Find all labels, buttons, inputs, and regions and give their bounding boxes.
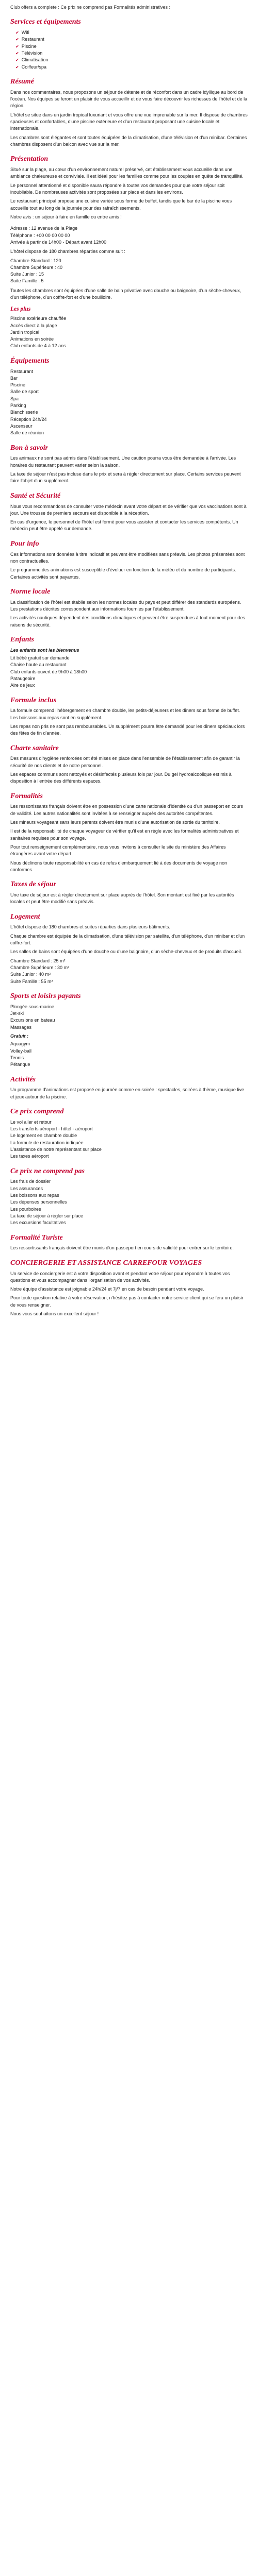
enfants-title: Enfants xyxy=(10,635,34,643)
sports-free-line: Tennis xyxy=(10,1055,24,1060)
sports-line: Excursions en bateau xyxy=(10,1018,55,1023)
logement-paragraph: Les salles de bains sont équipées d'une douche ou d'une baignoire, d'un sèche-cheveux et de produits d'accueil. xyxy=(10,949,243,955)
sports-title: Sports et loisirs payants xyxy=(10,992,81,1000)
logement-title: Logement xyxy=(10,912,40,921)
logement-paragraph: Chaque chambre est équipée de la climatisation, d'une télévision par satellite, d'un téléphone, d'un minibar et d'un coffre-fort. xyxy=(10,933,245,946)
enfants-subtitle: Les enfants sont les bienvenus xyxy=(10,647,79,653)
service-item: ✔ Télévision xyxy=(15,50,248,57)
taxes-title: Taxes de séjour xyxy=(10,880,56,889)
prix-comprend-title: Ce prix comprend xyxy=(10,1107,64,1115)
activites-title: Activités xyxy=(10,1075,36,1083)
equipement-line: Ascenseur xyxy=(10,423,33,429)
formalite-turiste-title: Formalité Turiste xyxy=(10,1233,63,1242)
conciergerie-paragraph: Nous vous souhaitons un excellent séjour ! xyxy=(10,1311,99,1317)
presentation-paragraph: Situé sur la plage, au cœur d'un environnement naturel préservé, cet établissement vous accueille dans une ambiance chaleureuse et conviviale. Il est idéal pour les familles comme pour les couples en quête de tranquillité. xyxy=(10,167,244,179)
enfants-line: Club enfants ouvert de 9h00 à 18h00 xyxy=(10,669,87,674)
logement-line: Chambre Standard : 25 m² xyxy=(10,958,66,963)
sports-line: Plongée sous-marine xyxy=(10,1004,55,1009)
formalites-paragraph: Les ressortissants français doivent être en possession d'une carte nationale d'identité ou d'un passeport en cours de validité. Les autres nationalités sont invitées à se renseigner auprès des autorités compétentes. xyxy=(10,804,243,816)
resume-title: Résumé xyxy=(10,77,34,86)
conciergerie-paragraph: Notre équipe d'assistance est joignable 24h/24 et 7j/7 en cas de besoin pendant votre voyage. xyxy=(10,1286,204,1292)
facility-line: Piscine extérieure chauffée xyxy=(10,316,67,321)
prix-comprend-line: Le logement en chambre double xyxy=(10,1133,77,1139)
room-line: Chambre Standard : 120 xyxy=(10,258,61,263)
logement-intro: L'hôtel dispose de 180 chambres et suites réparties dans plusieurs bâtiments. xyxy=(10,924,170,930)
contact-line: Téléphone : +00 00 00 00 00 xyxy=(10,232,70,238)
service-item: ✔ Piscine xyxy=(15,43,248,50)
presentation-paragraph: Le restaurant principal propose une cuisine variée sous forme de buffet, tandis que le bar de la piscine vous accueille tout au long de la journée pour des rafraîchissements. xyxy=(10,198,232,211)
equipement-line: Salle de sport xyxy=(10,389,39,395)
pour-info-paragraph: Le programme des animations est susceptible d'évoluer en fonction de la météo et du nombre de participants. Certaines activités sont payantes. xyxy=(10,567,236,580)
equipement-line: Restaurant xyxy=(10,368,34,374)
formalites-paragraph: Nous déclinons toute responsabilité en cas de refus d'embarquement lié à des documents de voyage non conformes. xyxy=(10,860,227,872)
service-item: ✔ Climatisation xyxy=(15,57,248,63)
room-line: Chambre Supérieure : 40 xyxy=(10,264,63,270)
equipement-line: Blanchisserie xyxy=(10,410,38,415)
room-line: Suite Junior : 15 xyxy=(10,272,44,277)
presentation-tagline: Notre avis : un séjour à faire en famille ou entre amis ! xyxy=(10,214,122,219)
norme-paragraph: La classification de l'hôtel est établie selon les normes locales du pays et peut différer des standards européens. Les prestations décrites correspondent aux informations fournies par l'établissement. xyxy=(10,599,241,612)
facility-line: Club enfants de 4 à 12 ans xyxy=(10,343,66,349)
charte-title: Charte sanitaire xyxy=(10,744,59,752)
enfants-line: Chaise haute au restaurant xyxy=(10,662,67,668)
conciergerie-title: CONCIERGERIE ET ASSISTANCE CARREFOUR VOYAGES xyxy=(10,1259,202,1267)
resume-paragraph: Dans nos commentaires, nous proposons un séjour de détente et de réconfort dans un cadre idyllique au bord de l'océan. Nos équipes se feront un plaisir de vous accueillir et de vous faire découvrir les richesses de l'hôtel et de la région. xyxy=(10,89,248,109)
presentation-title: Présentation xyxy=(10,155,49,163)
formalite-turiste-paragraph: Les ressortissants français doivent être munis d'un passeport en cours de validité pour entrer sur le territoire. xyxy=(10,1245,234,1251)
facility-line: Jardin tropical xyxy=(10,329,40,335)
prix-non-comprend-line: La taxe de séjour à régler sur place xyxy=(10,1213,84,1219)
prix-non-comprend-line: Les pourboires xyxy=(10,1206,41,1212)
equipement-line: Salle de réunion xyxy=(10,430,44,436)
facility-line: Animations en soirée xyxy=(10,336,54,342)
enfants-line: Lit bébé gratuit sur demande xyxy=(10,655,70,660)
sante-title: Santé et Sécurité xyxy=(10,492,61,500)
prix-non-comprend-line: Les assurances xyxy=(10,1185,43,1191)
intro-text: Club offers a complete : Ce prix ne comprend pas Formalités administratives : xyxy=(10,5,170,10)
bon-a-savoir-paragraph: Les animaux ne sont pas admis dans l'établissement. Une caution pourra vous être demandée à l'arrivée. Les horaires du restaurant peuvent varier selon la saison. xyxy=(10,455,236,468)
charte-paragraph: Des mesures d'hygiène renforcées ont été mises en place dans l'ensemble de l'établissement afin de garantir la sécurité de nos clients et de notre personnel. xyxy=(10,756,240,768)
pour-info-title: Pour info xyxy=(10,539,39,548)
sports-line: Massages xyxy=(10,1024,32,1030)
service-item: ✔ Restaurant xyxy=(15,36,248,43)
formalites-title: Formalités xyxy=(10,792,43,800)
prix-comprend-line: Le vol aller et retour xyxy=(10,1119,52,1125)
pour-info-paragraph: Ces informations sont données à titre indicatif et peuvent être modifiées sans préavis. Les photos présentées sont non contractuelles. xyxy=(10,551,245,564)
room-line: Suite Famille : 5 xyxy=(10,278,44,284)
taxes-paragraph: Une taxe de séjour est à régler directement sur place auprès de l'hôtel. Son montant est fixé par les autorités locales et peut être modifié sans préavis. xyxy=(10,892,234,905)
contact-line: Arrivée à partir de 14h00 - Départ avant 12h00 xyxy=(10,239,107,245)
prix-non-comprend-title: Ce prix ne comprend pas xyxy=(10,1167,85,1175)
enfants-line: Aire de jeux xyxy=(10,683,35,688)
prix-non-comprend-line: Les excursions facultatives xyxy=(10,1220,66,1226)
conciergerie-paragraph: Pour toute question relative à votre réservation, n'hésitez pas à contacter notre service client qui se fera un plaisir de vous renseigner. xyxy=(10,1295,244,1308)
equipement-line: Bar xyxy=(10,375,18,381)
logement-line: Suite Famille : 55 m² xyxy=(10,978,53,984)
sports-free-line: Volley-ball xyxy=(10,1048,32,1054)
formule-paragraph: Les repas non pris ne sont pas remboursables. Un supplément pourra être demandé pour les dîners spéciaux lors des fêtes de fin d'année. xyxy=(10,723,245,736)
logement-line: Chambre Supérieure : 30 m² xyxy=(10,965,70,971)
activites-paragraph: Un programme d'animations est proposé en journée comme en soirée : spectacles, soirées à thème, musique live et jeux autour de la piscine. xyxy=(10,1087,244,1099)
services-list xyxy=(10,29,248,71)
formalites-paragraph: Il est de la responsabilité de chaque voyageur de vérifier qu'il est en règle avec les formalités administratives et sanitaires requises pour son voyage. xyxy=(10,828,239,841)
rooms-heading: L'hôtel dispose de 180 chambres réparties comme suit : xyxy=(10,249,125,255)
sports-free-line: Pétanque xyxy=(10,1062,30,1067)
rooms-note: Toutes les chambres sont équipées d'une salle de bain privative avec douche ou baignoire, d'un sèche-cheveux, d'un téléphone, d'un coffre-fort et d'une bouilloire. xyxy=(10,287,241,300)
equipement-line: Réception 24h/24 xyxy=(10,416,47,422)
service-item: ✔ Coiffeur/spa xyxy=(15,64,248,71)
formalites-paragraph: Les mineurs voyageant sans leurs parents doivent être munis d'une autorisation de sortie du territoire. xyxy=(10,820,220,825)
equipements-title: Équipements xyxy=(10,357,50,365)
prix-comprend-line: Les transferts aéroport - hôtel - aéroport xyxy=(10,1126,93,1132)
sports-line: Jet-ski xyxy=(10,1011,24,1016)
facility-line: Accès direct à la plage xyxy=(10,323,57,328)
prix-comprend-line: Les taxes aéroport xyxy=(10,1154,49,1159)
services-title: Services et équipements xyxy=(10,18,81,26)
equipement-line: Parking xyxy=(10,403,26,409)
prix-non-comprend-line: Les dépenses personnelles xyxy=(10,1199,67,1205)
facilities-title: Les plus xyxy=(10,306,31,313)
charte-paragraph: Les espaces communs sont nettoyés et désinfectés plusieurs fois par jour. Du gel hydroalcoolique est mis à disposition à l'entrée des différents espaces. xyxy=(10,772,232,784)
prix-non-comprend-line: Les boissons aux repas xyxy=(10,1193,59,1198)
norme-paragraph: Les activités nautiques dépendent des conditions climatiques et peuvent être suspendues à tout moment pour des raisons de sécurité. xyxy=(10,615,245,628)
service-item: ✔ Wifi xyxy=(15,29,248,36)
logement-line: Suite Junior : 40 m² xyxy=(10,972,51,977)
prix-comprend-line: L'assistance de notre représentant sur place xyxy=(10,1147,102,1153)
conciergerie-paragraph: Un service de conciergerie est à votre disposition avant et pendant votre séjour pour répondre à toutes vos questions et vous accompagner dans l'organisation de vos activités. xyxy=(10,1270,230,1283)
sports-free-subtitle: Gratuit : xyxy=(10,1033,28,1039)
enfants-line: Pataugeoire xyxy=(10,675,36,681)
resume-paragraph: L'hôtel se situe dans un jardin tropical luxuriant et vous offre une vue imprenable sur la mer. Il dispose de chambres spacieuses et confortables, d'une piscine extérieure et d'un restaurant proposant une cuisine locale et internationale. xyxy=(10,112,248,131)
bon-a-savoir-title: Bon à savoir xyxy=(10,444,49,452)
norme-title: Norme locale xyxy=(10,587,51,596)
sports-free-line: Aquagym xyxy=(10,1041,30,1047)
formalites-paragraph: Pour tout renseignement complémentaire, nous vous invitons à consulter le site du ministère des Affaires étrangères avant votre départ. xyxy=(10,844,226,857)
bon-a-savoir-paragraph: La taxe de séjour n'est pas incluse dans le prix et sera à régler directement sur place. Certains services peuvent faire l'objet d'un supplément. xyxy=(10,471,241,484)
formule-title: Formule inclus xyxy=(10,696,57,704)
resume-paragraph: Les chambres sont élégantes et sont toutes équipées de la climatisation, d'une télévision et d'un minibar. Certaines chambres disposent d'un balcon avec vue sur la mer. xyxy=(10,134,247,147)
sante-paragraph: En cas d'urgence, le personnel de l'hôtel est formé pour vous assister et contacter les services compétents. Un médecin peut être appelé sur demande. xyxy=(10,519,238,532)
formule-paragraph: La formule comprend l'hébergement en chambre double, les petits-déjeuners et les dîners sous forme de buffet. Les boissons aux repas sont en supplément. xyxy=(10,708,240,720)
contact-line: Adresse : 12 avenue de la Plage xyxy=(10,226,78,231)
equipement-line: Spa xyxy=(10,396,19,401)
prix-non-comprend-line: Les frais de dossier xyxy=(10,1179,51,1184)
prix-comprend-line: La formule de restauration indiquée xyxy=(10,1140,84,1145)
presentation-paragraph: Le personnel attentionné et disponible saura répondre à toutes vos demandes pour que votre séjour soit inoubliable. De nombreuses activités sont proposées sur place et dans les environs. xyxy=(10,182,225,195)
sante-paragraph: Nous vous recommandons de consulter votre médecin avant votre départ et de vérifier que vos vaccinations sont à jour. Une trousse de premiers secours est disponible à la réception. xyxy=(10,503,247,516)
equipement-line: Piscine xyxy=(10,382,26,388)
